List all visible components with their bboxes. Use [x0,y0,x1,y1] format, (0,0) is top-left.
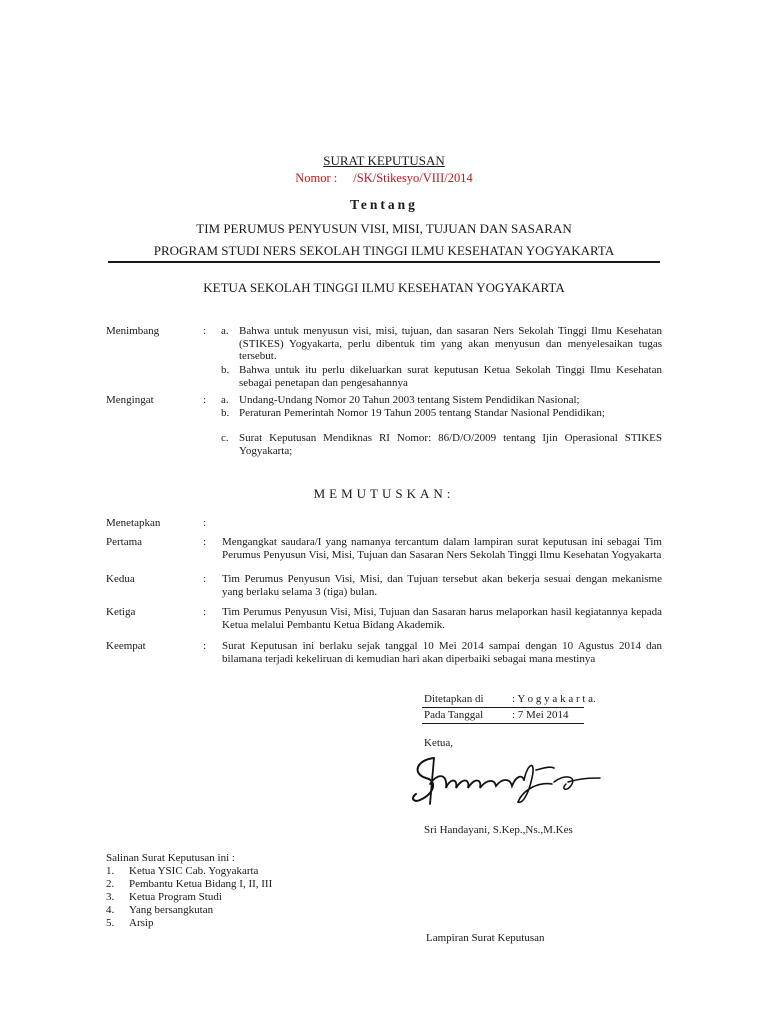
salinan-num-3: 3. [106,891,115,903]
subject-line-2: PROGRAM STUDI NERS SEKOLAH TINGGI ILMU KESEHATAN YOGYAKARTA [153,243,615,258]
menetapkan-colon: : [203,517,207,529]
keempat-text: Surat Keputusan ini berlaku sejak tanggal 10 Mei 2014 sampai dengan 10 Agustus 2014 dan bilamana terjadi kekeliruan di kemudian hari akan diperbaiki sebagai mana mestinya [222,640,662,665]
signer-role: Ketua, [424,737,454,749]
keempat-colon: : [203,640,207,652]
menimbang-letter-a: a. [221,325,229,337]
pertama-text: Mengangkat saudara/I yang namanya tercantum dalam lampiran surat keputusan ini sebagai Tim Perumus Penyusun Visi, Misi, Tujuan dan Sasaran Ners Sekolah Tinggi Ilmu Kesehatan Yogyakarta [222,536,662,561]
ditetapkan-value: : Y o g y a k a r t a. [512,693,596,705]
document-number [0,171,768,186]
mengingat-letter-c: c. [221,432,229,444]
salinan-item-2: Pembantu Ketua Bidang I, II, III [129,878,273,890]
about-heading: Tentang [350,197,418,212]
signature-stroke-tail [518,765,554,802]
header-divider [108,261,660,263]
pertama-label: Pertama [106,536,143,548]
salinan-num-1: 1. [106,865,115,877]
ketiga-label: Ketiga [106,606,136,618]
salinan-item-3: Ketua Program Studi [129,891,222,903]
ditetapkan-label: Ditetapkan di [424,693,484,705]
salinan-item-4: Yang bersangkutan [129,904,214,916]
menimbang-colon: : [203,325,207,337]
salinan-title: Salinan Surat Keputusan ini : [106,852,235,864]
menetapkan-label: Menetapkan [106,517,161,529]
mengingat-colon: : [203,394,207,406]
menimbang-label: Menimbang [106,325,160,337]
signature-stroke-flourish [554,777,600,789]
signer-name: Sri Handayani, S.Kep.,Ns.,M.Kes [424,824,573,836]
tanggal-label: Pada Tanggal [424,709,484,721]
menimbang-letter-b: b. [221,364,230,376]
mengingat-label: Mengingat [106,394,154,406]
kedua-label: Kedua [106,573,135,585]
kedua-text: Tim Perumus Penyusun Visi, Misi, dan Tujuan tersebut akan bekerja sesuai dengan mekanisme yang berlaku selama 3 (tiga) bulan. [222,573,662,598]
pertama-colon: : [203,536,207,548]
mengingat-item-a: Undang-Undang Nomor 20 Tahun 2003 tentang Sistem Pendidikan Nasional; [239,394,580,406]
document-title: SURAT KEPUTUSAN [323,153,445,168]
mengingat-item-b: Peraturan Pemerintah Nomor 19 Tahun 2005 tentang Standar Nasional Pendidikan; [239,407,605,419]
issuer-heading: KETUA SEKOLAH TINGGI ILMU KESEHATAN YOGYAKARTA [203,280,565,295]
salinan-num-5: 5. [106,917,115,929]
tanggal-value: : 7 Mei 2014 [512,709,569,721]
subject-line-1: TIM PERUMUS PENYUSUN VISI, MISI, TUJUAN DAN SASARAN [196,221,572,236]
salinan-item-1: Ketua YSIC Cab. Yogyakarta [129,865,259,877]
menimbang-item-a: Bahwa untuk menyusun visi, misi, tujuan, dan sasaran Ners Sekolah Tinggi Ilmu Kesehatan (STIKES) Yogyakarta, perlu dibentuk tim yang akan menyusun dan menyelesaikan tugas tersebut. [239,325,662,362]
salinan-num-4: 4. [106,904,115,916]
mengingat-letter-a: a. [221,394,229,406]
keempat-label: Keempat [106,640,146,652]
ketiga-text: Tim Perumus Penyusun Visi, Misi, Tujuan dan Sasaran harus melaporkan hasil kegiatannya kepada Ketua melalui Pembantu Ketua Bidang Akademik. [222,606,662,631]
decision-heading: MEMUTUSKAN: [313,486,455,501]
mengingat-letter-b: b. [221,407,230,419]
lampiran-label: Lampiran Surat Keputusan [426,932,545,944]
salinan-num-2: 2. [106,878,115,890]
handwritten-signature [404,748,604,810]
salinan-item-5: Arsip [129,917,154,929]
kedua-colon: : [203,573,207,585]
tanggal-underline [422,723,584,724]
ditetapkan-underline [422,707,584,708]
signature-stroke-body [430,758,524,804]
mengingat-item-c: Surat Keputusan Mendiknas RI Nomor: 86/D/O/2009 tentang Ijin Operasional STIKES Yogyakarta; [239,432,662,457]
ketiga-colon: : [203,606,207,618]
menimbang-item-b: Bahwa untuk itu perlu dikeluarkan surat keputusan Ketua Sekolah Tinggi Ilmu Kesehatan sebagai penetapan dan pengesahannya [239,364,662,389]
number-value: /SK/Stikesyo/VIII/2014 [353,171,473,185]
number-label: Nomor : [295,171,338,185]
